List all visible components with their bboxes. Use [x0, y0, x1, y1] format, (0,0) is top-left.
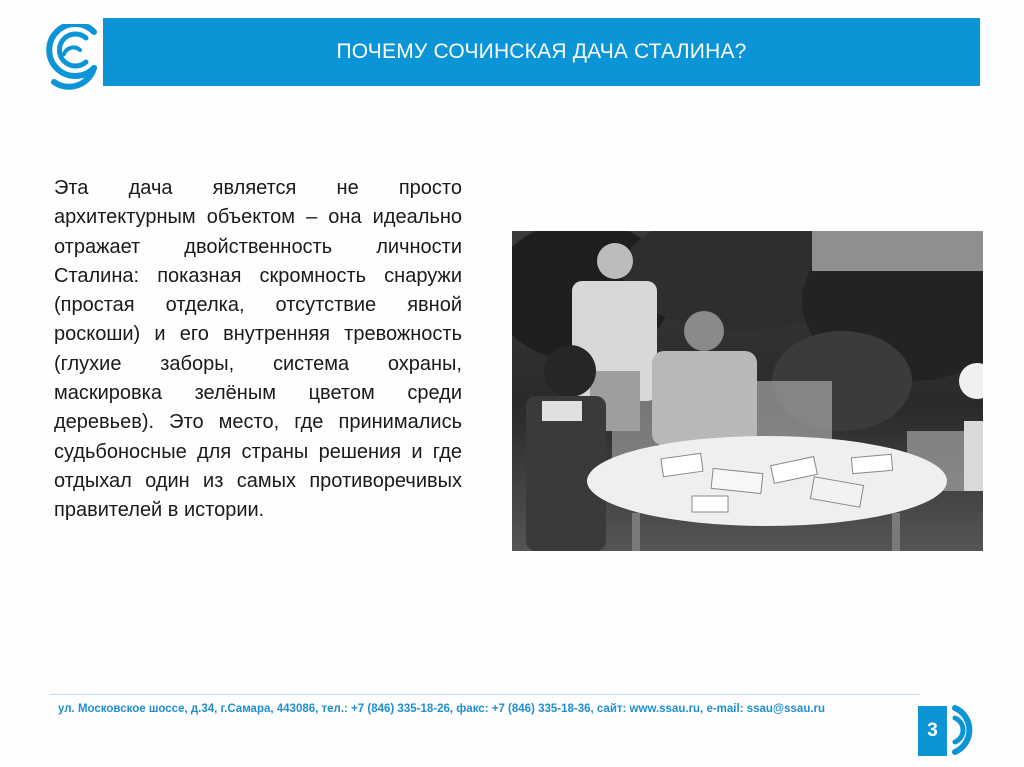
footer-contacts: ул. Московское шоссе, д.34, г.Самара, 443086, тел.: +7 (846) 335-18-26, факс: +7 (846) 335-18-36, сайт: www.ssau.ru, e-mail: ssau@ssau.ru	[58, 703, 826, 715]
title-bar	[103, 18, 980, 86]
body-paragraph: Эта дача является не просто архитектурным объектом – она идеально отражает двойственность личности Сталина: показная скромность снаружи (простая отделка, отсутствие явной роскоши) и его внутренняя тревожность (глухие заборы, система охраны, маскировка зелёным цветом среди деревьев). Это место, где принимались судьбоносные для страны решения и где отдыхал один из самых противоречивых правителей в истории.	[54, 177, 462, 522]
page-number: 3	[927, 720, 938, 741]
historical-photo	[512, 231, 983, 551]
footer-divider	[50, 694, 920, 695]
footer-logo-icon	[947, 702, 981, 758]
page-number-box	[918, 706, 947, 756]
university-logo-icon	[44, 24, 102, 90]
slide-title: ПОЧЕМУ СОЧИНСКАЯ ДАЧА СТАЛИНА?	[336, 40, 747, 63]
